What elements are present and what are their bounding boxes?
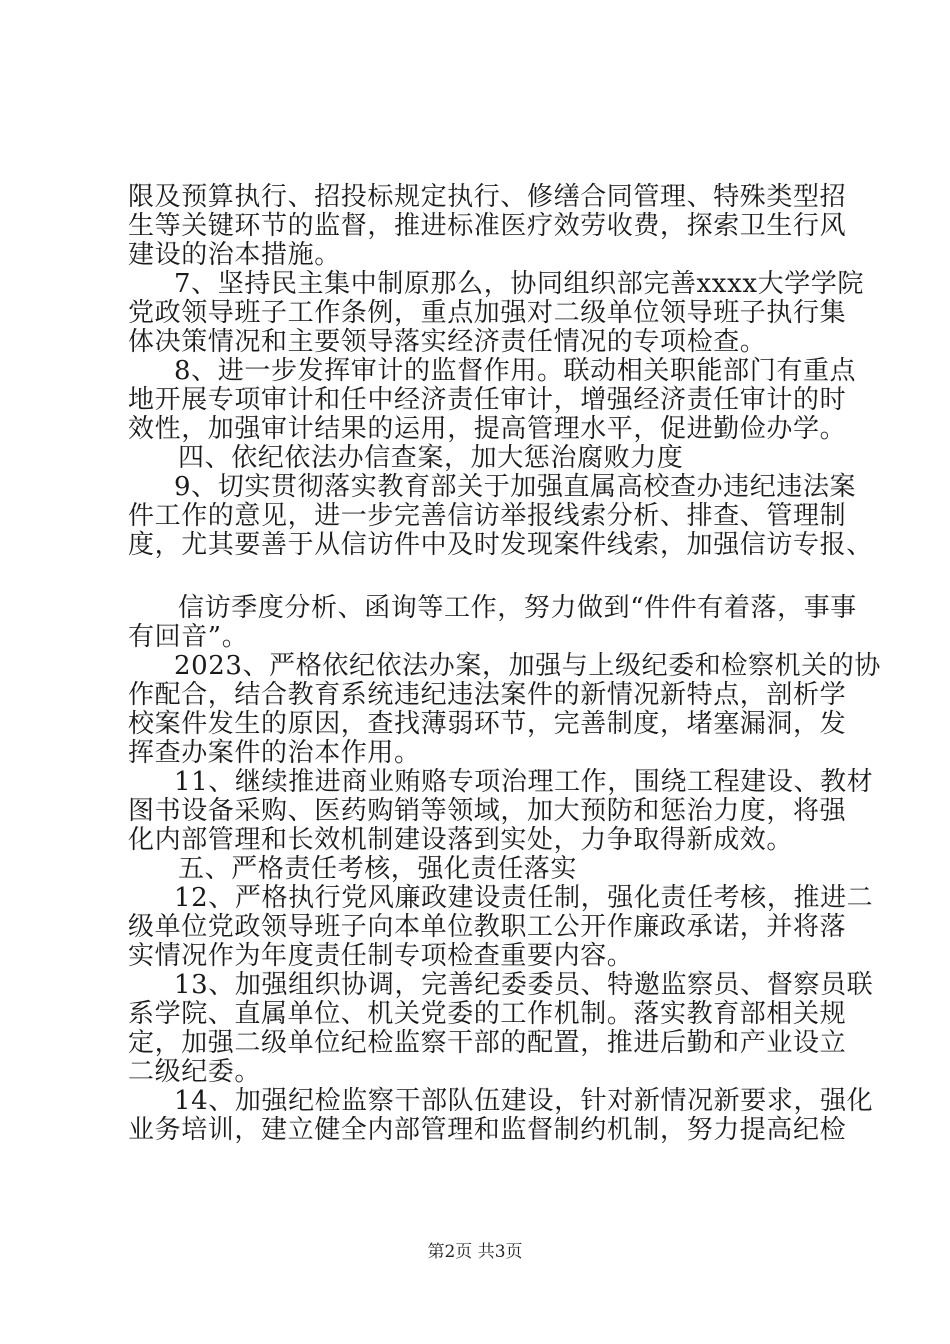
text-line: 业务培训，建立健全内部管理和监督制约机制，努力提高纪检 (128, 1115, 847, 1145)
text-line: 体决策情况和主要领导落实经济责任情况的专项检查。 (128, 327, 767, 357)
text-line: 实情况作为年度责任制专项检查重要内容。 (128, 941, 634, 971)
page-number-footer: 第2页 共3页 (427, 1242, 523, 1262)
text-line: 建设的治本措施。 (128, 240, 341, 270)
text-line: 图书设备采购、医药购销等领域，加大预防和惩治力度，将强 (128, 796, 847, 826)
section-heading: 五、严格责任考核，强化责任落实 (178, 854, 578, 884)
text-line: 化内部管理和长效机制建设落到实处，力争取得新成效。 (128, 825, 794, 855)
text-line: 限及预算执行、招投标规定执行、修缮合同管理、特殊类型招 (128, 182, 847, 212)
text-line: 系学院、直属单位、机关党委的工作机制。落实教育部相关规 (128, 999, 847, 1029)
text-line: 13、加强组织协调，完善纪委委员、特邀监察员、督察员联 (174, 970, 874, 1000)
text-line: 效性，加强审计结果的运用，提高管理水平，促进勤俭办学。 (128, 414, 847, 444)
text-line: 信访季度分析、函询等工作，努力做到“件件有着落，事事 (178, 593, 857, 623)
text-line: 14、加强纪检监察干部队伍建设，针对新情况新要求，强化 (174, 1086, 874, 1116)
text-line: 11、继续推进商业贿赂专项治理工作，围绕工程建设、教材 (174, 767, 874, 797)
text-line: 定，加强二级单位纪检监察干部的配置，推进后勤和产业设立 (128, 1028, 847, 1058)
section-heading: 四、依纪依法办信查案，加大惩治腐败力度 (178, 443, 684, 473)
text-line: 件工作的意见，进一步完善信访举报线索分析、排查、管理制 (128, 501, 847, 531)
text-line: 12、严格执行党风廉政建设责任制，强化责任考核，推进二 (174, 883, 874, 913)
text-line: 挥查办案件的治本作用。 (128, 738, 421, 768)
text-line: 8、进一步发挥审计的监督作用。联动相关职能部门有重点 (174, 356, 857, 386)
text-line: 作配合，结合教育系统违纪违法案件的新情况新特点，剖析学 (128, 680, 847, 710)
text-line: 党政领导班子工作条例，重点加强对二级单位领导班子执行集 (128, 298, 847, 328)
text-line: 9、切实贯彻落实教育部关于加强直属高校查办违纪违法案 (174, 472, 857, 502)
text-line: 生等关键环节的监督，推进标准医疗效劳收费，探索卫生行风 (128, 211, 847, 241)
text-line: 二级纪委。 (128, 1057, 262, 1087)
text-line: 地开展专项审计和任中经济责任审计，增强经济责任审计的时 (128, 385, 847, 415)
text-line: 7、坚持民主集中制原那么，协同组织部完善xxxx大学学院 (174, 269, 864, 299)
text-line: 度，尤其要善于从信访件中及时发现案件线索，加强信访专报、 (128, 530, 873, 560)
text-line: 有回音”。 (128, 622, 249, 652)
text-line: 级单位党政领导班子向本单位教职工公开作廉政承诺，并将落 (128, 912, 847, 942)
text-line: 2023、严格依纪依法办案，加强与上级纪委和检察机关的协 (174, 651, 881, 681)
text-line: 校案件发生的原因，查找薄弱环节，完善制度，堵塞漏洞，发 (128, 709, 847, 739)
